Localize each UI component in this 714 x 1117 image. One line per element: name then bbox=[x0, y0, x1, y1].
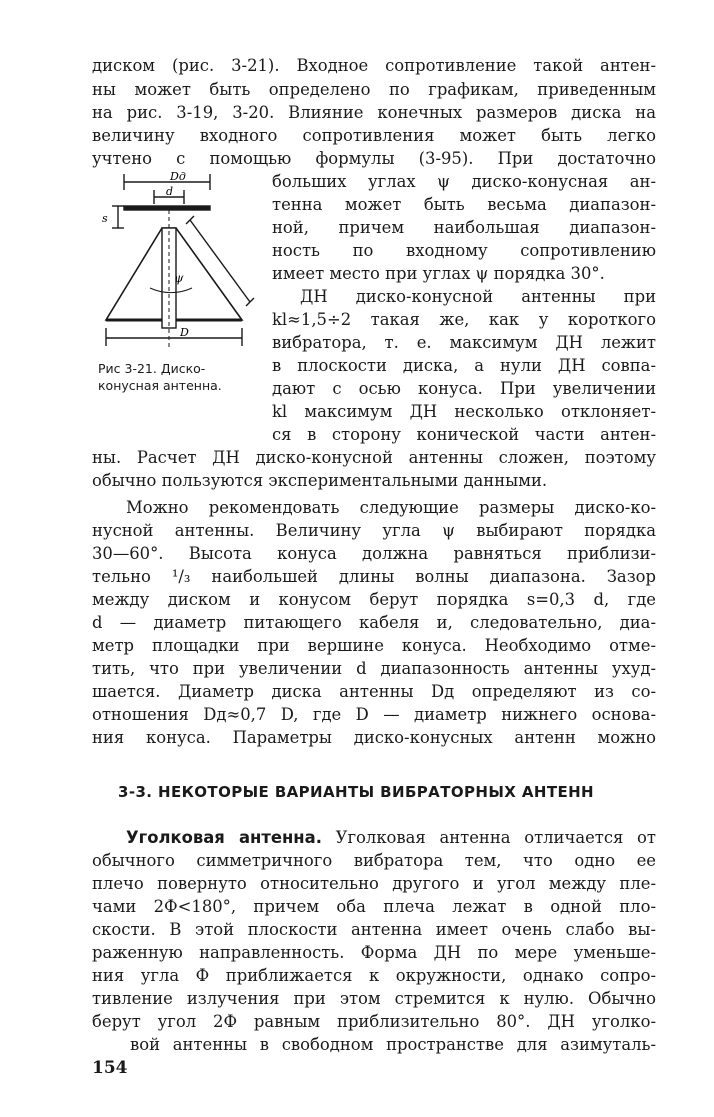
text-line: ся в сторону конической части антен- bbox=[272, 425, 656, 444]
text-line: диском (рис. 3-21). Входное сопротивление такой антен- bbox=[92, 56, 656, 75]
figure-caption: Рис 3-21. Диско- bbox=[98, 361, 206, 376]
text-line: вибратора, т. е. максимум ДН лежит bbox=[272, 333, 656, 352]
text-line: ния конуса. Параметры диско-конусных антенн можно bbox=[92, 728, 656, 747]
text-line: ны. Расчет ДН диско-конусной антенны сложен, поэтому bbox=[92, 448, 656, 467]
disc-cone-antenna-figure bbox=[100, 170, 270, 352]
section-heading: 3-3. НЕКОТОРЫЕ ВАРИАНТЫ ВИБРАТОРНЫХ АНТЕНН bbox=[118, 783, 594, 801]
text-line: раженную направленность. Форма ДН по мере уменьше- bbox=[92, 943, 656, 962]
text-line: тивление излучения при этом стремится к нулю. Обычно bbox=[92, 989, 656, 1008]
base-diameter-label: D bbox=[180, 326, 189, 339]
text-line: учтено с помощью формулы (3-95). При достаточно bbox=[92, 149, 656, 168]
text-line: тельно ¹/₃ наибольшей длины волны диапазона. Зазор bbox=[92, 567, 656, 586]
text-line: в плоскости диска, а нули ДН совпа- bbox=[272, 356, 656, 375]
figure-caption: конусная антенна. bbox=[98, 378, 222, 393]
text-line: вой антенны в свободном пространстве для азимуталь- bbox=[130, 1035, 656, 1054]
text-line: ной, причем наибольшая диапазон- bbox=[272, 218, 656, 237]
text-line: имеет место при углах ψ порядка 30°. bbox=[272, 264, 605, 283]
cable-diameter-label: d bbox=[166, 185, 174, 198]
text-line: скости. В этой плоскости антенна имеет очень слабо вы- bbox=[92, 920, 656, 939]
text-line: обычно пользуются экспериментальными данными. bbox=[92, 471, 548, 490]
text-line: kl максимум ДН несколько отклоняет- bbox=[272, 402, 656, 421]
text-line: тенна может быть весьма диапазон- bbox=[272, 195, 656, 214]
text-line: нусной антенны. Величину угла ψ выбирают порядка bbox=[92, 521, 656, 540]
text-line: kl≈1,5÷2 такая же, как у короткого bbox=[272, 310, 656, 329]
text-line: обычного симметричного вибратора тем, что одно ее bbox=[92, 851, 656, 870]
text-line: тить, что при увеличении d диапазонность антенны ухуд- bbox=[92, 659, 656, 678]
cone-angle-label: ψ bbox=[174, 271, 184, 285]
text-line: Можно рекомендовать следующие размеры диско-ко- bbox=[126, 498, 656, 517]
text-line: плечо повернуто относительно другого и угол между пле- bbox=[92, 874, 656, 893]
text-line: ны может быть определено по графикам, приведенным bbox=[92, 80, 656, 99]
text-line: на рис. 3-19, 3-20. Влияние конечных размеров диска на bbox=[92, 103, 656, 122]
text-line: больших углах ψ диско-конусная ан- bbox=[272, 172, 656, 191]
text-line: 30—60°. Высота конуса должна равняться приблизи- bbox=[92, 544, 656, 563]
text-line: берут угол 2Ф равным приблизительно 80°. ДН уголко- bbox=[92, 1012, 656, 1031]
text-line: метр площадки при вершине конуса. Необходимо отме- bbox=[92, 636, 656, 655]
gap-label: s bbox=[102, 212, 108, 225]
text-line: отношения Dд≈0,7 D, где D — диаметр нижнего основа- bbox=[92, 705, 656, 724]
text-line: величину входного сопротивления может быть легко bbox=[92, 126, 656, 145]
text-line: шается. Диаметр диска антенны Dд определяют из со- bbox=[92, 682, 656, 701]
text-line: ДН диско-конусной антенны при bbox=[300, 287, 656, 306]
text-line: ность по входному сопротивлению bbox=[272, 241, 656, 260]
text-line bbox=[126, 826, 656, 850]
text-line: чами 2Ф<180°, причем оба плеча лежат в одной пло- bbox=[92, 897, 656, 916]
text-span: Уголковая антенна отличается от bbox=[321, 828, 656, 847]
text-line: ния угла Ф приближается к окружности, однако сопро- bbox=[92, 966, 656, 985]
disk-diameter-label: Dд bbox=[170, 170, 186, 183]
text-line: d — диаметр питающего кабеля и, следовательно, диа- bbox=[92, 613, 656, 632]
run-in-heading: Уголковая антенна. bbox=[126, 828, 322, 847]
page-number: 154 bbox=[92, 1058, 128, 1078]
text-line: дают с осью конуса. При увеличении bbox=[272, 379, 656, 398]
text-line: между диском и конусом берут порядка s=0,3 d, где bbox=[92, 590, 656, 609]
